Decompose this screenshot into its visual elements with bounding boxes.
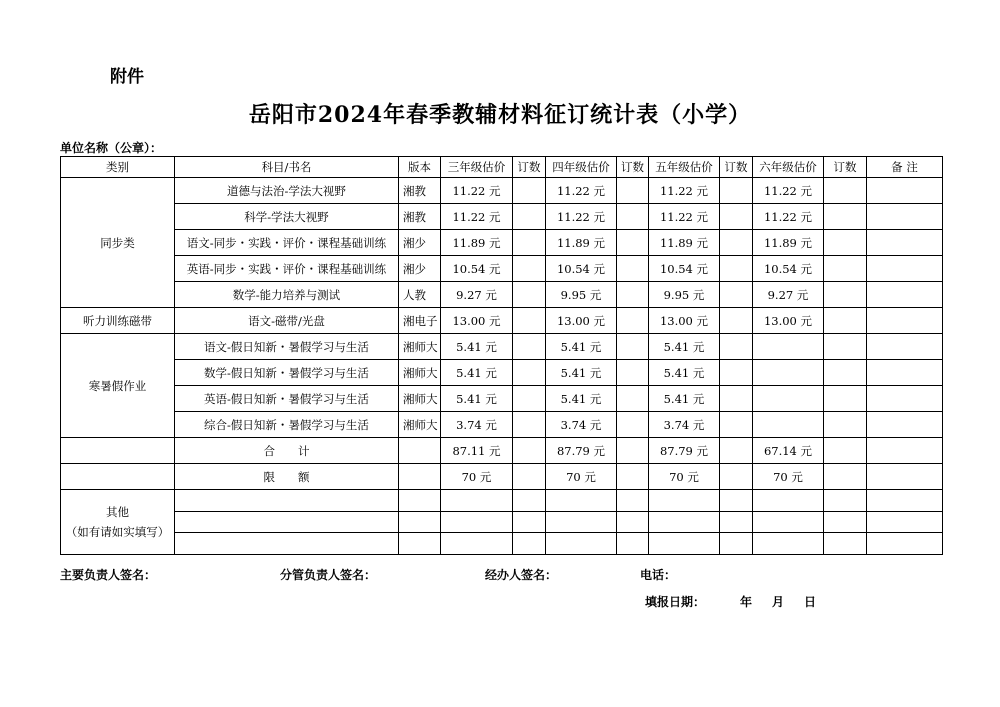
remarks-cell bbox=[867, 204, 943, 230]
date-year-label: 年 bbox=[740, 595, 753, 609]
price-cell-g6 bbox=[753, 412, 824, 438]
price-cell-g6: 11.89 元 bbox=[753, 230, 824, 256]
table-row bbox=[61, 360, 943, 386]
principal-signature-label: 主要负责人签名： bbox=[60, 568, 157, 582]
quantity-cell-g6 bbox=[824, 230, 867, 256]
empty-cell bbox=[720, 533, 753, 555]
empty-cell bbox=[617, 511, 649, 533]
total-row bbox=[61, 438, 943, 464]
price-cell-g5: 9.95 元 bbox=[649, 282, 720, 308]
table-row bbox=[61, 386, 943, 412]
header-grade6-qty: 订数 bbox=[824, 157, 867, 178]
header-grade3-qty: 订数 bbox=[513, 157, 546, 178]
price-cell-g6: 10.54 元 bbox=[753, 256, 824, 282]
price-cell-g3: 13.00 元 bbox=[441, 308, 513, 334]
price-cell-g5: 11.22 元 bbox=[649, 204, 720, 230]
table-row bbox=[61, 412, 943, 438]
empty-cell bbox=[649, 533, 720, 555]
price-cell-g4: 9.95 元 bbox=[546, 282, 617, 308]
price-cell-g3: 5.41 元 bbox=[441, 386, 513, 412]
empty-cell bbox=[441, 490, 513, 512]
empty-cell bbox=[617, 533, 649, 555]
empty-cell bbox=[61, 464, 175, 490]
quantity-cell-g5 bbox=[720, 230, 753, 256]
quantity-cell-g4 bbox=[617, 282, 649, 308]
quantity-cell-g3 bbox=[513, 438, 546, 464]
remarks-cell bbox=[867, 464, 943, 490]
empty-cell bbox=[513, 511, 546, 533]
book-title-cell: 数学-能力培养与测试 bbox=[175, 282, 399, 308]
empty-cell bbox=[649, 511, 720, 533]
other-category-cell bbox=[61, 490, 175, 555]
edition-cell: 湘少 bbox=[399, 230, 441, 256]
quantity-cell-g6 bbox=[824, 360, 867, 386]
limit-row-value-g3: 70 元 bbox=[441, 464, 513, 490]
price-cell-g4: 5.41 元 bbox=[546, 386, 617, 412]
table-row bbox=[61, 256, 943, 282]
limit-row-value-g6: 70 元 bbox=[753, 464, 824, 490]
price-cell-g5: 11.22 元 bbox=[649, 178, 720, 204]
quantity-cell-g3 bbox=[513, 282, 546, 308]
book-title-cell: 科学-学法大视野 bbox=[175, 204, 399, 230]
date-row bbox=[0, 593, 1000, 611]
total-row-value-g3: 87.11 元 bbox=[441, 438, 513, 464]
category-cell: 听力训练磁带 bbox=[61, 308, 175, 334]
quantity-cell-g6 bbox=[824, 464, 867, 490]
empty-cell bbox=[753, 511, 824, 533]
empty-cell bbox=[61, 438, 175, 464]
quantity-cell-g4 bbox=[617, 204, 649, 230]
empty-cell bbox=[441, 533, 513, 555]
table-row bbox=[61, 308, 943, 334]
empty-cell bbox=[441, 511, 513, 533]
table-header-row bbox=[61, 157, 943, 178]
quantity-cell-g3 bbox=[513, 256, 546, 282]
quantity-cell-g4 bbox=[617, 412, 649, 438]
quantity-cell-g4 bbox=[617, 178, 649, 204]
remarks-cell bbox=[867, 230, 943, 256]
empty-cell bbox=[753, 490, 824, 512]
empty-cell bbox=[824, 511, 867, 533]
price-cell-g5: 5.41 元 bbox=[649, 360, 720, 386]
price-cell-g6: 11.22 元 bbox=[753, 204, 824, 230]
quantity-cell-g4 bbox=[617, 308, 649, 334]
price-cell-g5: 5.41 元 bbox=[649, 386, 720, 412]
remarks-cell bbox=[867, 412, 943, 438]
limit-row-label: 限 额 bbox=[175, 464, 399, 490]
phone-label: 电话： bbox=[640, 568, 677, 582]
book-title-cell: 语文-同步・实践・评价・课程基础训练 bbox=[175, 230, 399, 256]
header-category: 类别 bbox=[61, 157, 175, 178]
quantity-cell-g5 bbox=[720, 386, 753, 412]
quantity-cell-g5 bbox=[720, 464, 753, 490]
other-label: 其他 bbox=[106, 504, 129, 519]
quantity-cell-g5 bbox=[720, 334, 753, 360]
book-title-cell: 语文-磁带/光盘 bbox=[175, 308, 399, 334]
header-grade4-qty: 订数 bbox=[617, 157, 649, 178]
order-table bbox=[60, 156, 943, 555]
empty-cell bbox=[753, 533, 824, 555]
price-cell-g3: 10.54 元 bbox=[441, 256, 513, 282]
edition-cell: 湘教 bbox=[399, 204, 441, 230]
quantity-cell-g3 bbox=[513, 386, 546, 412]
category-cell: 寒暑假作业 bbox=[61, 334, 175, 438]
date-day-label: 日 bbox=[804, 595, 817, 609]
empty-cell bbox=[617, 490, 649, 512]
price-cell-g3: 5.41 元 bbox=[441, 360, 513, 386]
table-row bbox=[61, 230, 943, 256]
price-cell-g6 bbox=[753, 386, 824, 412]
quantity-cell-g5 bbox=[720, 204, 753, 230]
table-row bbox=[61, 282, 943, 308]
empty-cell bbox=[649, 490, 720, 512]
empty-cell bbox=[867, 511, 943, 533]
empty-cell bbox=[824, 490, 867, 512]
remarks-cell bbox=[867, 256, 943, 282]
price-cell-g6: 9.27 元 bbox=[753, 282, 824, 308]
edition-cell: 湘教 bbox=[399, 178, 441, 204]
header-grade6-price: 六年级估价 bbox=[753, 157, 824, 178]
remarks-cell bbox=[867, 334, 943, 360]
unit-name-label: 单位名称（公章）： bbox=[60, 141, 163, 155]
quantity-cell-g4 bbox=[617, 386, 649, 412]
quantity-cell-g3 bbox=[513, 204, 546, 230]
other-row bbox=[61, 511, 943, 533]
header-edition: 版本 bbox=[399, 157, 441, 178]
quantity-cell-g3 bbox=[513, 412, 546, 438]
quantity-cell-g3 bbox=[513, 308, 546, 334]
empty-cell bbox=[399, 533, 441, 555]
other-hint-label: （如有请如实填写） bbox=[65, 524, 170, 539]
empty-cell bbox=[175, 490, 399, 512]
empty-cell bbox=[175, 533, 399, 555]
edition-cell: 湘师大 bbox=[399, 334, 441, 360]
price-cell-g4: 11.22 元 bbox=[546, 178, 617, 204]
edition-cell: 湘电子 bbox=[399, 308, 441, 334]
quantity-cell-g5 bbox=[720, 282, 753, 308]
quantity-cell-g4 bbox=[617, 230, 649, 256]
quantity-cell-g3 bbox=[513, 334, 546, 360]
price-cell-g4: 5.41 元 bbox=[546, 360, 617, 386]
book-title-cell: 英语-假日知新・暑假学习与生活 bbox=[175, 386, 399, 412]
empty-cell bbox=[546, 490, 617, 512]
header-grade5-price: 五年级估价 bbox=[649, 157, 720, 178]
header-remarks: 备 注 bbox=[867, 157, 943, 178]
remarks-cell bbox=[867, 308, 943, 334]
book-title-cell: 语文-假日知新・暑假学习与生活 bbox=[175, 334, 399, 360]
quantity-cell-g6 bbox=[824, 178, 867, 204]
quantity-cell-g6 bbox=[824, 334, 867, 360]
quantity-cell-g5 bbox=[720, 438, 753, 464]
quantity-cell-g3 bbox=[513, 178, 546, 204]
price-cell-g4: 11.89 元 bbox=[546, 230, 617, 256]
empty-cell bbox=[399, 464, 441, 490]
date-label: 填报日期： bbox=[645, 595, 706, 609]
edition-cell: 湘师大 bbox=[399, 386, 441, 412]
price-cell-g4: 3.74 元 bbox=[546, 412, 617, 438]
price-cell-g6 bbox=[753, 360, 824, 386]
table-row bbox=[61, 204, 943, 230]
price-cell-g3: 5.41 元 bbox=[441, 334, 513, 360]
empty-cell bbox=[867, 490, 943, 512]
empty-cell bbox=[513, 533, 546, 555]
header-book: 科目/书名 bbox=[175, 157, 399, 178]
quantity-cell-g4 bbox=[617, 360, 649, 386]
quantity-cell-g6 bbox=[824, 308, 867, 334]
empty-cell bbox=[546, 533, 617, 555]
remarks-cell bbox=[867, 282, 943, 308]
signature-row bbox=[60, 566, 942, 584]
price-cell-g3: 11.22 元 bbox=[441, 204, 513, 230]
quantity-cell-g4 bbox=[617, 464, 649, 490]
empty-cell bbox=[175, 511, 399, 533]
quantity-cell-g3 bbox=[513, 464, 546, 490]
limit-row-value-g5: 70 元 bbox=[649, 464, 720, 490]
empty-cell bbox=[824, 533, 867, 555]
quantity-cell-g3 bbox=[513, 230, 546, 256]
deputy-signature-label: 分管负责人签名： bbox=[280, 568, 377, 582]
price-cell-g3: 11.22 元 bbox=[441, 178, 513, 204]
attachment-label: 附件 bbox=[110, 67, 144, 87]
price-cell-g4: 10.54 元 bbox=[546, 256, 617, 282]
quantity-cell-g6 bbox=[824, 282, 867, 308]
price-cell-g5: 5.41 元 bbox=[649, 334, 720, 360]
edition-cell: 湘师大 bbox=[399, 412, 441, 438]
price-cell-g4: 13.00 元 bbox=[546, 308, 617, 334]
table-row bbox=[61, 334, 943, 360]
price-cell-g6: 13.00 元 bbox=[753, 308, 824, 334]
price-cell-g5: 13.00 元 bbox=[649, 308, 720, 334]
header-grade5-qty: 订数 bbox=[720, 157, 753, 178]
total-row-value-g6: 67.14 元 bbox=[753, 438, 824, 464]
empty-cell bbox=[720, 490, 753, 512]
price-cell-g4: 11.22 元 bbox=[546, 204, 617, 230]
quantity-cell-g4 bbox=[617, 256, 649, 282]
edition-cell: 湘师大 bbox=[399, 360, 441, 386]
page-title: 岳阳市2024年春季教辅材料征订统计表（小学） bbox=[248, 102, 752, 128]
book-title-cell: 综合-假日知新・暑假学习与生活 bbox=[175, 412, 399, 438]
limit-row bbox=[61, 464, 943, 490]
quantity-cell-g5 bbox=[720, 412, 753, 438]
book-title-cell: 英语-同步・实践・评价・课程基础训练 bbox=[175, 256, 399, 282]
empty-cell bbox=[399, 438, 441, 464]
category-cell: 同步类 bbox=[61, 178, 175, 308]
price-cell-g5: 10.54 元 bbox=[649, 256, 720, 282]
edition-cell: 人教 bbox=[399, 282, 441, 308]
book-title-cell: 道德与法治-学法大视野 bbox=[175, 178, 399, 204]
empty-cell bbox=[399, 490, 441, 512]
quantity-cell-g6 bbox=[824, 386, 867, 412]
quantity-cell-g5 bbox=[720, 308, 753, 334]
quantity-cell-g6 bbox=[824, 412, 867, 438]
total-row-label: 合 计 bbox=[175, 438, 399, 464]
total-row-value-g4: 87.79 元 bbox=[546, 438, 617, 464]
limit-row-value-g4: 70 元 bbox=[546, 464, 617, 490]
total-row-value-g5: 87.79 元 bbox=[649, 438, 720, 464]
empty-cell bbox=[867, 533, 943, 555]
other-row bbox=[61, 490, 943, 512]
quantity-cell-g3 bbox=[513, 360, 546, 386]
price-cell-g6 bbox=[753, 334, 824, 360]
header-grade4-price: 四年级估价 bbox=[546, 157, 617, 178]
remarks-cell bbox=[867, 178, 943, 204]
remarks-cell bbox=[867, 360, 943, 386]
empty-cell bbox=[720, 511, 753, 533]
price-cell-g3: 3.74 元 bbox=[441, 412, 513, 438]
quantity-cell-g6 bbox=[824, 438, 867, 464]
quantity-cell-g5 bbox=[720, 178, 753, 204]
empty-cell bbox=[513, 490, 546, 512]
quantity-cell-g5 bbox=[720, 256, 753, 282]
empty-cell bbox=[546, 511, 617, 533]
price-cell-g6: 11.22 元 bbox=[753, 178, 824, 204]
quantity-cell-g6 bbox=[824, 256, 867, 282]
price-cell-g4: 5.41 元 bbox=[546, 334, 617, 360]
price-cell-g5: 11.89 元 bbox=[649, 230, 720, 256]
price-cell-g3: 11.89 元 bbox=[441, 230, 513, 256]
price-cell-g5: 3.74 元 bbox=[649, 412, 720, 438]
empty-cell bbox=[399, 511, 441, 533]
remarks-cell bbox=[867, 386, 943, 412]
other-row bbox=[61, 533, 943, 555]
edition-cell: 湘少 bbox=[399, 256, 441, 282]
remarks-cell bbox=[867, 438, 943, 464]
book-title-cell: 数学-假日知新・暑假学习与生活 bbox=[175, 360, 399, 386]
date-month-label: 月 bbox=[772, 595, 785, 609]
header-grade3-price: 三年级估价 bbox=[441, 157, 513, 178]
quantity-cell-g5 bbox=[720, 360, 753, 386]
quantity-cell-g4 bbox=[617, 438, 649, 464]
quantity-cell-g6 bbox=[824, 204, 867, 230]
price-cell-g3: 9.27 元 bbox=[441, 282, 513, 308]
table-row bbox=[61, 178, 943, 204]
quantity-cell-g4 bbox=[617, 334, 649, 360]
handler-signature-label: 经办人签名： bbox=[485, 568, 558, 582]
